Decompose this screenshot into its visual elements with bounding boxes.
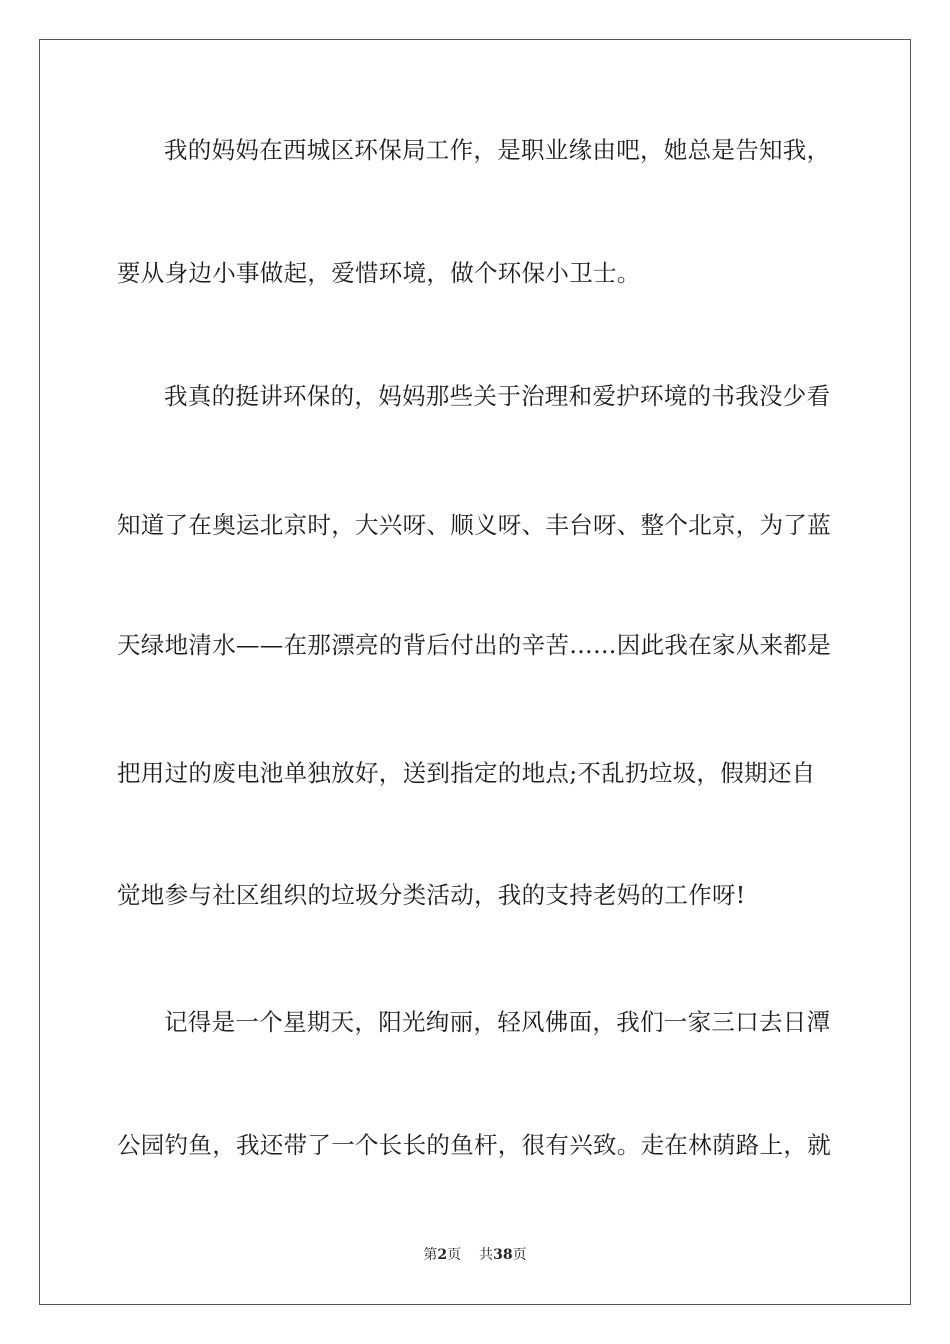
page-number: 2 — [437, 1247, 448, 1263]
total-prefix: 共 — [479, 1247, 494, 1263]
paragraph-line: 公园钓鱼，我还带了一个长长的鱼杆，很有兴致。走在林荫路上，就 — [117, 1131, 831, 1159]
paragraph-line: 知道了在奥运北京时，大兴呀、顺义呀、丰台呀、整个北京，为了蓝 — [117, 511, 831, 539]
page-prefix: 第 — [423, 1247, 438, 1263]
total-suffix: 页 — [512, 1247, 527, 1263]
paragraph-line: 觉地参与社区组织的垃圾分类活动，我的支持老妈的工作呀! — [117, 881, 746, 909]
paragraph-line: 天绿地清水——在那漂亮的背后付出的辛苦……因此我在家从来都是 — [117, 631, 831, 659]
paragraph-line: 我真的挺讲环保的，妈妈那些关于治理和爱护环境的书我没少看 — [164, 382, 831, 410]
page-footer — [0, 1246, 950, 1264]
page-suffix: 页 — [447, 1247, 462, 1263]
paragraph-line: 要从身边小事做起，爱惜环境，做个环保小卫士。 — [117, 259, 641, 287]
paragraph-line: 我的妈妈在西城区环保局工作，是职业缘由吧，她总是告知我， — [164, 136, 831, 164]
paragraph-line: 把用过的废电池单独放好，送到指定的地点;不乱扔垃圾，假期还自 — [117, 759, 816, 787]
paragraph-line: 记得是一个星期天，阳光绚丽，轻风佛面，我们一家三口去日潭 — [164, 1008, 831, 1036]
total-pages: 38 — [493, 1247, 513, 1263]
page-border — [39, 39, 911, 1305]
